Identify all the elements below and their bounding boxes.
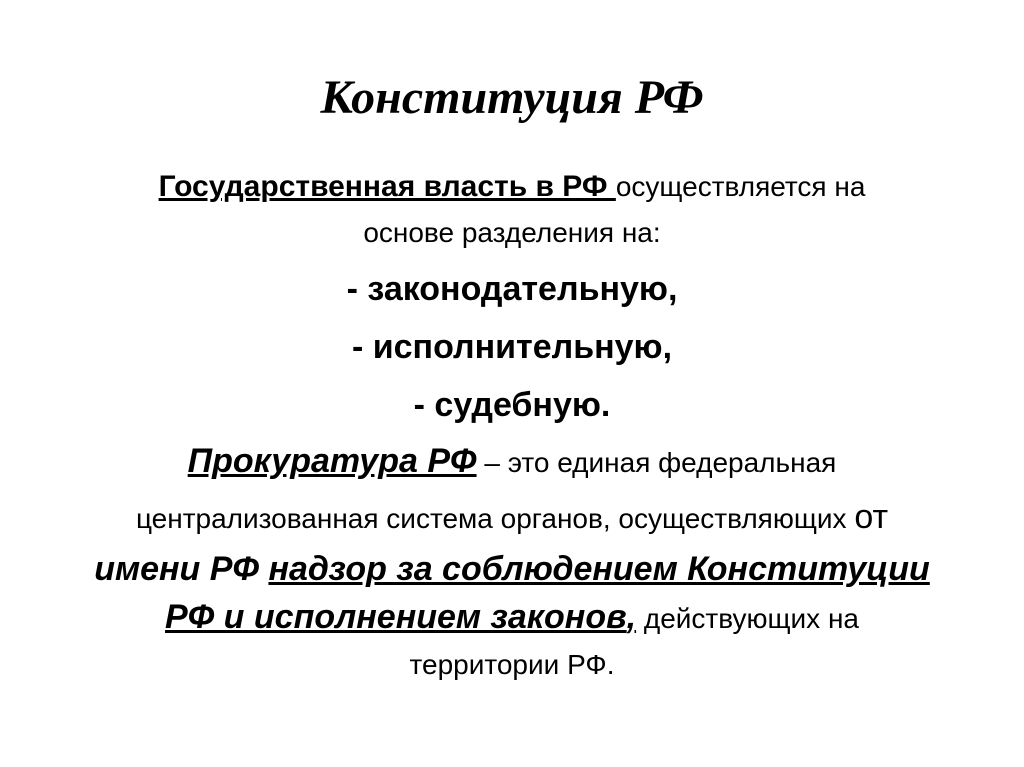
paragraph-2-text-2: централизованная система органов, осуществляющих	[135, 503, 855, 534]
supervision-term-1: надзор за соблюдением Конституции	[268, 550, 930, 588]
slide-content	[60, 165, 964, 685]
paragraph-2-text-3: действующих на	[636, 603, 859, 634]
supervision-term-2: РФ и исполнением законов	[165, 598, 627, 636]
paragraph-2-line-2	[60, 495, 964, 541]
paragraph-2-text-1: это единая федеральная	[507, 447, 837, 478]
branch-legislative: - законодательную,	[346, 270, 678, 308]
paragraph-2-line-4	[60, 595, 964, 641]
paragraph-2-line-3	[60, 547, 964, 591]
paragraph-1-text-1: осуществляется на	[615, 171, 866, 202]
paragraph-1-line-1	[60, 165, 964, 209]
branch-executive: - исполнительную,	[351, 328, 673, 366]
paragraph-1-line-2: основе разделения на:	[363, 217, 661, 248]
paragraph-2-line-5: территории РФ.	[409, 649, 615, 680]
state-power-term: Государственная власть в РФ	[158, 170, 616, 203]
branch-judicial: - судебную.	[413, 386, 611, 424]
paragraph-2-dash: –	[476, 447, 508, 478]
paragraph-2-line-1	[60, 439, 964, 485]
on-behalf-term: имени РФ	[94, 550, 259, 588]
supervision-comma: ,	[626, 598, 637, 636]
slide-title: Конституция РФ	[320, 71, 704, 124]
paragraph-2-ot: от	[854, 498, 889, 536]
prosecutor-term: Прокуратура РФ	[187, 442, 477, 480]
